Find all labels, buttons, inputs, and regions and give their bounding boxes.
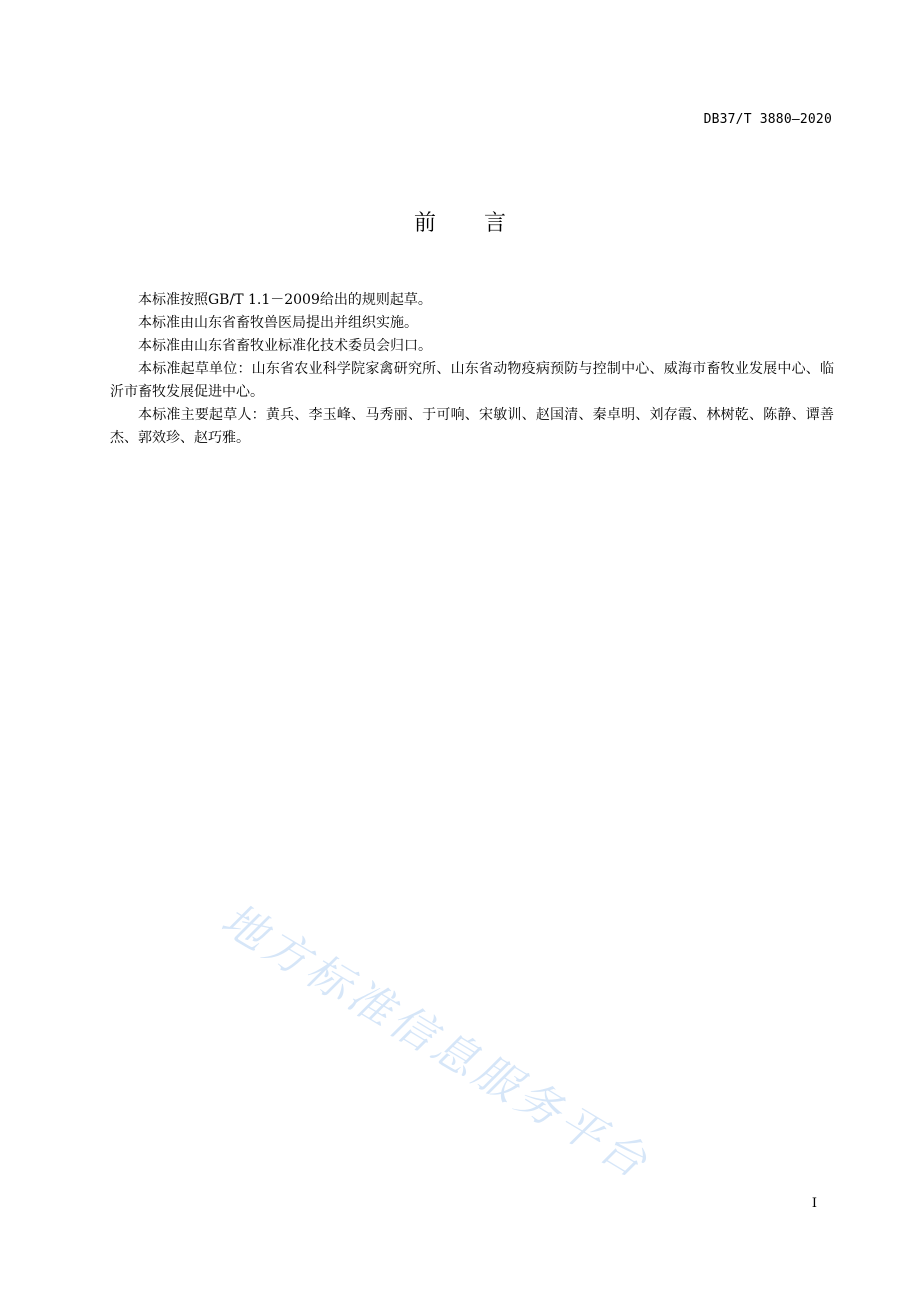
preface-content <box>110 289 834 450</box>
page-title: 前言 <box>413 211 554 236</box>
paragraph-proposer: 本标准由山东省畜牧兽医局提出并组织实施。 <box>138 315 418 331</box>
paragraph-committee: 本标准由山东省畜牧业标准化技术委员会归口。 <box>138 338 432 354</box>
paragraph-drafting-rules: 本标准按照GB/T 1.1－2009给出的规则起草。 <box>138 292 432 308</box>
page-number: I <box>811 1196 817 1211</box>
watermark: 地方标准信息服务平台 <box>212 893 659 1191</box>
paragraph-drafters: 本标准主要起草人：黄兵、李玉峰、马秀丽、于可响、宋敏训、赵国清、秦卓明、刘存霞、林树乾、陈静、谭善杰、郭效珍、赵巧雅。 <box>110 407 834 446</box>
standard-number: DB37/T 3880—2020 <box>703 112 832 127</box>
paragraph-drafting-units: 本标准起草单位：山东省农业科学院家禽研究所、山东省动物疫病预防与控制中心、威海市畜牧业发展中心、临沂市畜牧发展促进中心。 <box>110 361 834 400</box>
